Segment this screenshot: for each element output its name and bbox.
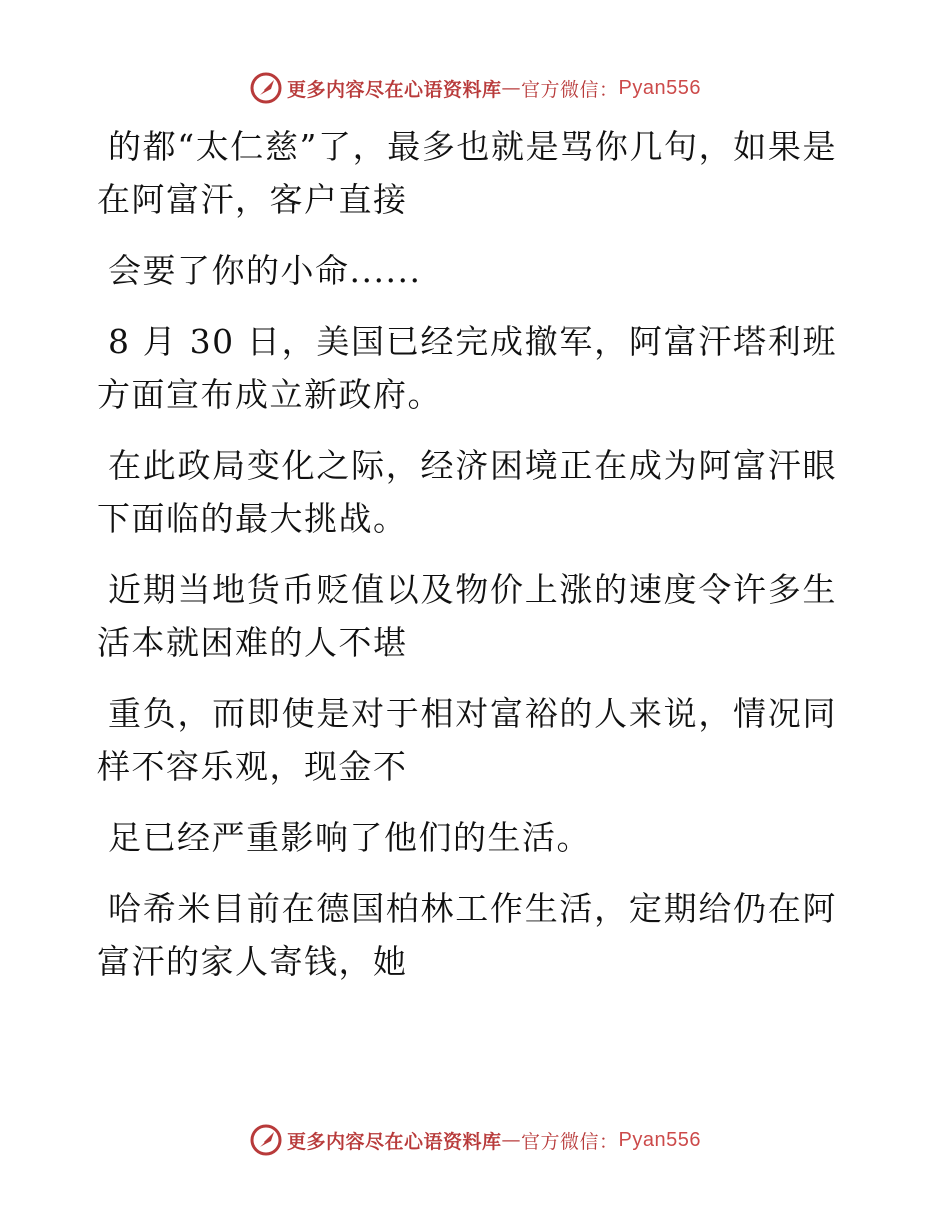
- paragraph: 近期当地货币贬值以及物价上涨的速度令许多生活本就困难的人不堪: [97, 570, 837, 662]
- footer-banner-label: 官方微信：: [521, 1130, 619, 1153]
- paragraph: 会要了你的小命......: [108, 251, 422, 290]
- header-banner-main-text: 更多内容尽在心语资料库: [287, 78, 502, 101]
- paragraph: 重负，而即使是对于相对富裕的人来说，情况同样不容乐观，现金不: [97, 694, 837, 786]
- header-banner-wechat-id: Pyan556: [618, 76, 701, 99]
- feather-seal-icon: [249, 71, 283, 105]
- header-banner-label: 官方微信：: [521, 78, 619, 101]
- header-banner-separator: —: [501, 77, 522, 99]
- header-banner: [0, 68, 950, 108]
- feather-seal-icon: [249, 1123, 283, 1157]
- document-body: [97, 120, 837, 1006]
- footer-banner-separator: —: [501, 1129, 522, 1151]
- paragraph: 的都“太仁慈”了，最多也就是骂你几句，如果是在阿富汗，客户直接: [97, 127, 837, 219]
- paragraph: 8 月 30 日，美国已经完成撤军，阿富汗塔利班方面宣布成立新政府。: [97, 322, 837, 414]
- footer-banner: [0, 1120, 950, 1160]
- paragraph: 足已经严重影响了他们的生活。: [108, 818, 591, 857]
- footer-banner-wechat-id: Pyan556: [618, 1128, 701, 1151]
- paragraph: 在此政局变化之际，经济困境正在成为阿富汗眼下面临的最大挑战。: [97, 446, 837, 538]
- footer-banner-main-text: 更多内容尽在心语资料库: [287, 1130, 502, 1153]
- paragraph: 哈希米目前在德国柏林工作生活，定期给仍在阿富汗的家人寄钱，她: [97, 889, 837, 981]
